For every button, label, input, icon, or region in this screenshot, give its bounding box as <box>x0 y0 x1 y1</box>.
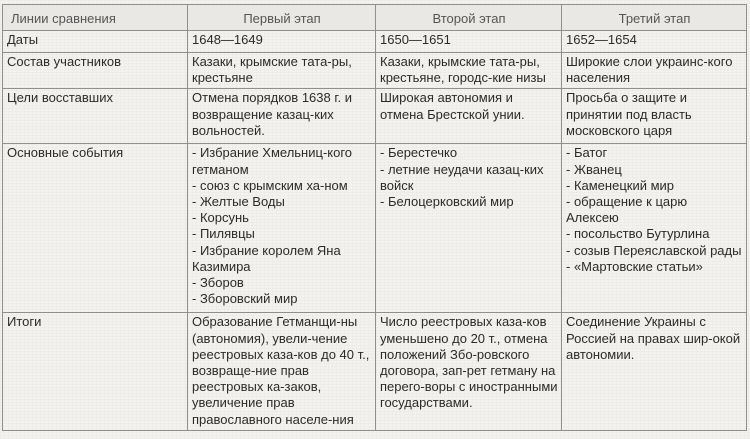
list-item: - Каменецкий мир <box>566 177 675 193</box>
table-cell <box>562 31 747 53</box>
cell-text: Широкие слои украинс-кого населения <box>566 54 733 86</box>
list-item: - союз с крымским ха-ном <box>192 177 348 193</box>
list-item: - Избрание Хмельниц-кого гетманом <box>192 145 353 177</box>
list-item: - Батог <box>566 145 608 161</box>
table-row <box>3 144 747 313</box>
cell-text: 1652—1654 <box>566 32 637 47</box>
list-item: - Пилявцы <box>192 226 255 242</box>
list-item: - Корсунь <box>192 210 249 226</box>
table-cell <box>376 144 562 313</box>
table-cell <box>562 89 747 144</box>
table-cell <box>562 313 747 430</box>
row-label-participants: Состав участников <box>3 53 188 89</box>
cell-text: Соединение Украины с Россией на правах шир-окой автономии. <box>566 314 741 362</box>
cell-text: 1650—1651 <box>380 32 451 47</box>
list-item: - Желтые Воды <box>192 194 285 210</box>
table-cell <box>376 313 562 430</box>
table-row <box>3 313 747 430</box>
row-label-main-events: Основные события <box>3 144 188 313</box>
header-stage-3: Третий этап <box>562 5 747 31</box>
cell-text: 1648—1649 <box>192 32 263 47</box>
table-cell <box>188 53 376 89</box>
table-cell <box>376 89 562 144</box>
list-item: - Зборовский мир <box>192 291 298 307</box>
table-cell <box>188 144 376 313</box>
cell-text: Отмена порядков 1638 г. и возвращение казац-ких вольностей. <box>192 90 352 138</box>
header-stage-2: Второй этап <box>376 5 562 31</box>
table-header-row <box>3 5 747 31</box>
table-cell <box>562 144 747 313</box>
list-item: - Жванец <box>566 161 622 177</box>
table-row <box>3 89 747 144</box>
cell-text: Широкая автономия и отмена Брестской унии. <box>380 90 525 122</box>
row-label-dates: Даты <box>3 31 188 53</box>
table-row <box>3 31 747 53</box>
table-cell <box>376 53 562 89</box>
table-cell <box>188 89 376 144</box>
cell-text: Казаки, крымские тата-ры, крестьяне, городс-кие низы <box>380 54 546 86</box>
list-item: - посольство Бутурлина <box>566 226 710 242</box>
list-item: - Избрание королем Яна Казимира <box>192 242 341 274</box>
list-item: - созыв Переяславской рады <box>566 242 742 258</box>
row-label-results: Итоги <box>3 313 188 430</box>
header-comparison-lines: Линии сравнения <box>3 5 188 31</box>
table-row <box>3 53 747 89</box>
table-cell <box>562 53 747 89</box>
list-item: - летние неудачи казац-ких войск <box>380 161 544 193</box>
list-item: - Белоцерковский мир <box>380 194 514 210</box>
cell-text: Просьба о защите и принятии под власть московского царя <box>566 90 692 138</box>
table-cell <box>188 313 376 430</box>
list-item: - «Мартовские статьи» <box>566 258 703 274</box>
header-stage-1: Первый этап <box>188 5 376 31</box>
cell-text: Казаки, крымские тата-ры, крестьяне <box>192 54 352 86</box>
cell-text: Образование Гетманщи-ны (автономия), увели-чение реестровых каза-ков до 40 т., возвраще-ние прав реестровых ка-заков, увеличение прав православного населе-ния <box>192 314 370 427</box>
cell-text: Число реестровых каза-ков уменьшено до 20 т., отмена положений Збо-ровского договора, зап-рет гетману на перего-воры с иностранными государствами. <box>380 314 558 411</box>
row-label-goals: Цели восставших <box>3 89 188 144</box>
table-cell <box>188 31 376 53</box>
list-item: - обращение к царю Алексею <box>566 194 688 226</box>
list-item: - Зборов <box>192 275 244 291</box>
list-item: - Берестечко <box>380 145 458 161</box>
table-cell <box>376 31 562 53</box>
comparison-table <box>2 4 747 431</box>
